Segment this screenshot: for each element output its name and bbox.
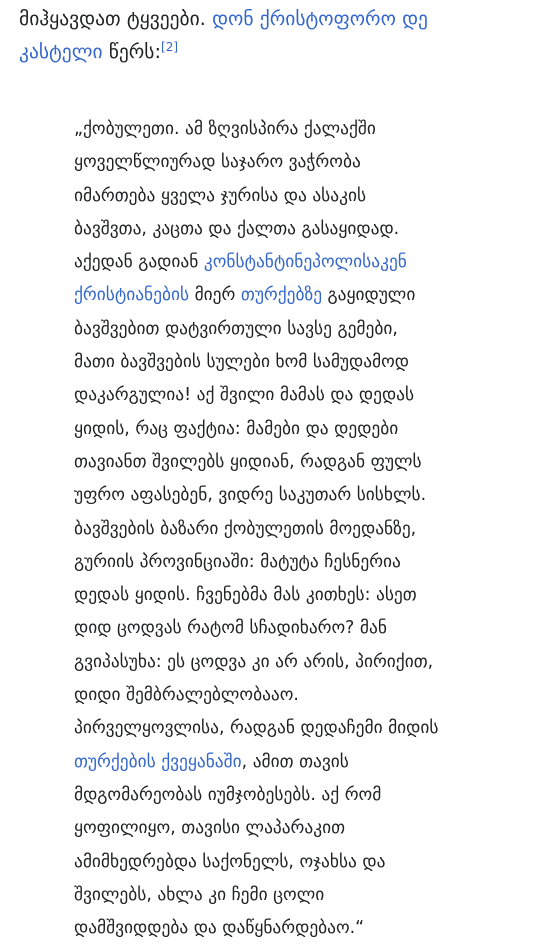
- quote-line: „ქობულეთი. ამ ზღვისპირა ქალაქში: [74, 119, 376, 139]
- quote-line: ამიმხედრებდა საქონელს, ოჯახსა და: [74, 851, 386, 872]
- quote-line: [74, 746, 544, 779]
- quote-line: გვიპასუხა: ეს ცოდვა კი არ არის, პირიქით,: [74, 651, 434, 672]
- quote-line: დიდ ცოდვას რატომ სჩადიხარო? მან: [74, 618, 387, 639]
- quote-line: გურიის პროვინციაში: მატუტა ჩესნერია: [74, 551, 401, 572]
- link-turks[interactable]: თურქებზე: [240, 285, 323, 306]
- link-christians[interactable]: ქრისტიანების: [74, 285, 190, 306]
- quote-text: აქედან გადიან: [74, 252, 204, 273]
- intro-writes-text: წერს:: [102, 40, 162, 63]
- link-don-cristoforo-de-castelli[interactable]: დონ ქრისტოფორო დე: [212, 7, 428, 30]
- quote-text: გაყიდული: [322, 285, 416, 306]
- quote-line: ყიდის, რაც ფაქტია: მამები და დედები: [74, 418, 399, 439]
- quote-line: ბავშვების ბაზარი ქობულეთის მოედანზე,: [74, 518, 417, 539]
- quote-line: ყოველწლიურად საჯარო ვაჭრობა: [74, 152, 361, 173]
- quote-line: მდგომარეობას იუმჯობესებს. აქ რომ: [74, 784, 382, 805]
- quote-line: ბავშვებით დატვირთული სავსე გემები,: [74, 318, 398, 339]
- link-ottoman-empire[interactable]: თურქების ქვეყანაში: [74, 751, 242, 772]
- intro-paragraph: [19, 2, 539, 68]
- quote-line: დამშვიდდება და დაწყნარდებაო.“: [74, 918, 365, 939]
- intro-text: მიჰყავდათ ტყვეები.: [19, 7, 213, 30]
- link-castelli[interactable]: კასტელი: [19, 40, 103, 63]
- quote-line: მათი ბავშვების სულები ხომ სამუდამოდ: [74, 352, 410, 373]
- quote-line: შვილებს, ახლა კი ჩემი ცოლი: [74, 884, 325, 905]
- quote-line: დაკარგულია! აქ შვილი მამას და დედას: [74, 385, 415, 406]
- quote-line: პირველყოვლისა, რადგან დედაჩემი მიდის: [74, 718, 439, 739]
- intro-line-2: [19, 35, 539, 68]
- quote-line: დიდი შემბრალებლობააო.: [74, 685, 299, 706]
- quote-line: [74, 279, 544, 312]
- quote-line: თავიანთ შვილებს ყიდიან, რადგან ფულს: [74, 451, 422, 472]
- quote-line: უფრო აფასებენ, ვიდრე საკუთარ სისხლს.: [74, 485, 427, 506]
- intro-line-1: [19, 2, 539, 35]
- quote-text: , ამით თავის: [241, 751, 349, 772]
- quote-text: მიერ: [189, 285, 241, 306]
- quote-line: იმართება ყველა ჯურისა და ასაკის: [74, 185, 367, 206]
- quote-line: ყოფილიყო, თავისი ლაპარაკით: [74, 818, 346, 839]
- reference-marker: [161, 40, 178, 54]
- link-constantinople[interactable]: კონსტანტინეპოლისაკენ: [203, 252, 407, 273]
- reference-link-2[interactable]: [2]: [161, 40, 179, 54]
- quote-block: [74, 113, 544, 945]
- quote-line: ბავშვთა, კაცთა და ქალთა გასაყიდად.: [74, 218, 400, 239]
- quote-line: დედას ყიდის. ჩვენებმა მას კითხეს: ასეთ: [74, 585, 417, 606]
- quote-line: [74, 246, 544, 279]
